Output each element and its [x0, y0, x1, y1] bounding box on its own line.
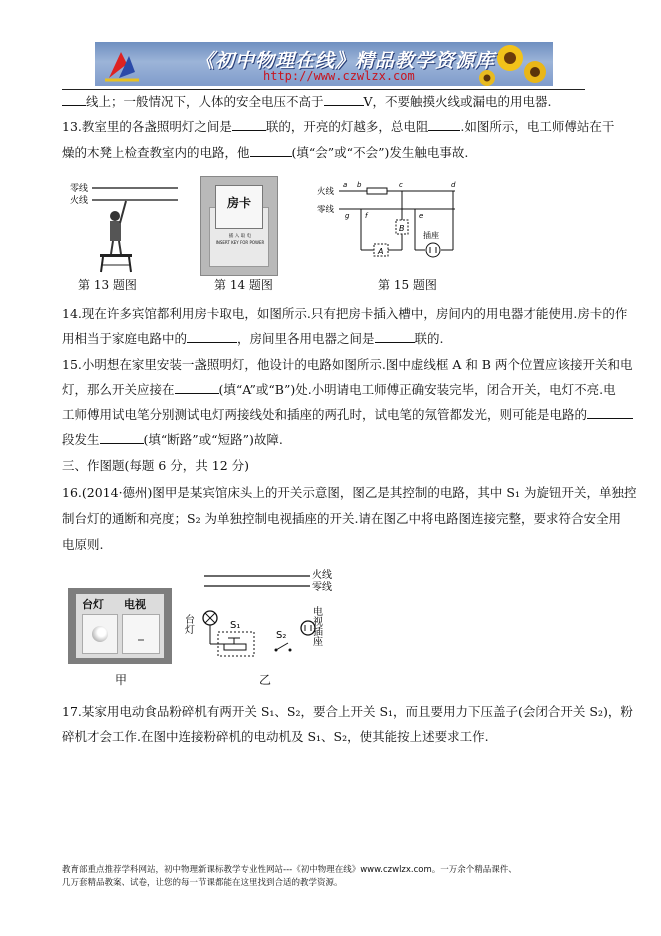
logo-icon — [105, 52, 139, 80]
room-card-label: 房卡 — [226, 196, 251, 210]
fig16-s2-label: S₂ — [276, 630, 287, 641]
card-slot-text-1: 插 入 取 电 — [228, 234, 252, 239]
fig13-caption: 第 13 题图 — [78, 278, 137, 292]
q14-line-2: 用相当于家庭电路中的 ，房间里各用电器之间是 联的. — [62, 331, 444, 346]
fig15-fire-label: 火线 — [317, 187, 335, 197]
banner-title: 《初中物理在线》精品教学资源库 — [195, 50, 496, 72]
q16-line-2: 制台灯的通断和亮度；S₂ 为单独控制电视插座的开关.请在图乙中将电路图连接完整，要求符合安全用 — [62, 511, 622, 526]
fig13-fire-label: 火线 — [70, 196, 89, 206]
fig16-fire-label: 火线 — [312, 570, 332, 581]
banner-url[interactable]: http://www.czwlzx.com — [263, 69, 415, 83]
fig16-s1-label: S₁ — [230, 620, 241, 631]
fig16-lamp-label: 台灯 — [182, 614, 194, 634]
knob-switch[interactable] — [82, 614, 118, 654]
card-slot-text-2: INSERT KEY FOR POWER — [215, 240, 265, 245]
socket-icon — [426, 243, 440, 257]
q15-line-1: 15.小明想在家里安装一盏照明灯，他设计的电路如图所示.图中虚线框 A 和 B 两个位置应该接开关和电 — [62, 357, 633, 372]
figure-16-jia — [68, 588, 172, 664]
figure-13 — [68, 176, 178, 274]
svg-text:g: g — [345, 212, 350, 220]
header-rule — [62, 89, 585, 90]
q17-line-1: 17.某家用电动食品粉碎机有两开关 S₁、S₂，要合上开关 S₁，而且要用力下压盖子(会闭合开关 S₂)，粉 — [62, 704, 633, 719]
svg-text:B: B — [399, 224, 405, 233]
knob-icon — [92, 626, 108, 642]
svg-text:c: c — [399, 181, 403, 189]
fig16-yi-label: 乙 — [259, 673, 272, 687]
q15-line-4: 段发生 (填“断路”或“短路”)故障. — [62, 432, 283, 447]
text-line-1: 线上；一般情况下，人体的安全电压不高于 V，不要触摸火线或漏电的用电器. — [62, 93, 552, 111]
svg-text:d: d — [451, 181, 456, 189]
fig15-zero-label: 零线 — [317, 205, 335, 215]
electrician-icon — [110, 201, 126, 254]
switch-s2-icon — [275, 643, 292, 652]
fig15-caption: 第 15 题图 — [378, 278, 437, 292]
q15-line-2: 灯，那么开关应接在 (填“A”或“B”)处.小明请电工师傅正确安装完毕，闭合开关，电灯不亮.电 — [62, 382, 616, 397]
rheostat-icon — [224, 638, 246, 650]
footer-line-2: 几万套精品教案、试卷，让您的每一节课都能在这里找到合适的教学资源。 — [62, 878, 343, 888]
fig14-caption: 第 14 题图 — [214, 278, 273, 292]
fig16-zero-label: 零线 — [312, 582, 332, 593]
svg-text:b: b — [357, 181, 362, 189]
fig16-tv-socket-label: 电视插座 — [310, 606, 322, 646]
figure-16-yi — [184, 566, 340, 672]
tv-label: 电视 — [124, 598, 146, 611]
footer-line-1: 教育部重点推荐学科网站，初中物理新课标教学专业性网站---《初中物理在线》www.czwlzx.com。一万余个精品课件、 — [62, 865, 517, 875]
lamp-label: 台灯 — [82, 598, 104, 611]
q13-line-2: 燥的木凳上检查教室内的电路，他 (填“会”或“不会”)发生触电事故. — [62, 145, 469, 160]
svg-text:e: e — [419, 212, 424, 220]
wooden-stool-icon — [100, 254, 132, 272]
q14-line-1: 14.现在许多宾馆都利用房卡取电，如图所示.只有把房卡插入槽中，房间内的用电器才能使用.房卡的作 — [62, 306, 628, 321]
fig16-jia-label: 甲 — [115, 673, 128, 687]
tv-switch[interactable] — [122, 614, 160, 654]
lamp-symbol-icon — [203, 611, 217, 625]
figure-15 — [317, 176, 459, 274]
q15-line-3: 工师傅用试电笔分别测试电灯两接线处和插座的两孔时，试电笔的氖管都发光，则可能是电路的 — [62, 406, 633, 424]
fuse-icon — [367, 188, 387, 194]
fig15-socket-label: 插座 — [423, 231, 439, 240]
q16-line-3: 电原则. — [62, 537, 104, 552]
section-3-title: 三、作图题(每题 6 分，共 12 分) — [62, 458, 250, 473]
q16-line-1: 16.(2014·德州)图甲是某宾馆床头上的开关示意图，图乙是其控制的电路，其中 S₁ 为旋钮开关，单独控 — [62, 485, 637, 500]
svg-text:A: A — [378, 247, 384, 256]
header-banner — [95, 42, 553, 86]
figure-14 — [200, 176, 278, 276]
svg-text:f: f — [365, 212, 368, 220]
room-card — [215, 185, 263, 229]
svg-text:a: a — [343, 181, 348, 189]
q13-line-1: 13.教室里的各盏照明灯之间是 联的，开亮的灯越多，总电阻 .如图所示，电工师傅站在干 — [62, 119, 615, 134]
fig13-zero-label: 零线 — [70, 184, 89, 194]
q17-line-2: 碎机才会工作.在图中连接粉碎机的电动机及 S₁、S₂，使其能按上述要求工作. — [62, 729, 489, 744]
